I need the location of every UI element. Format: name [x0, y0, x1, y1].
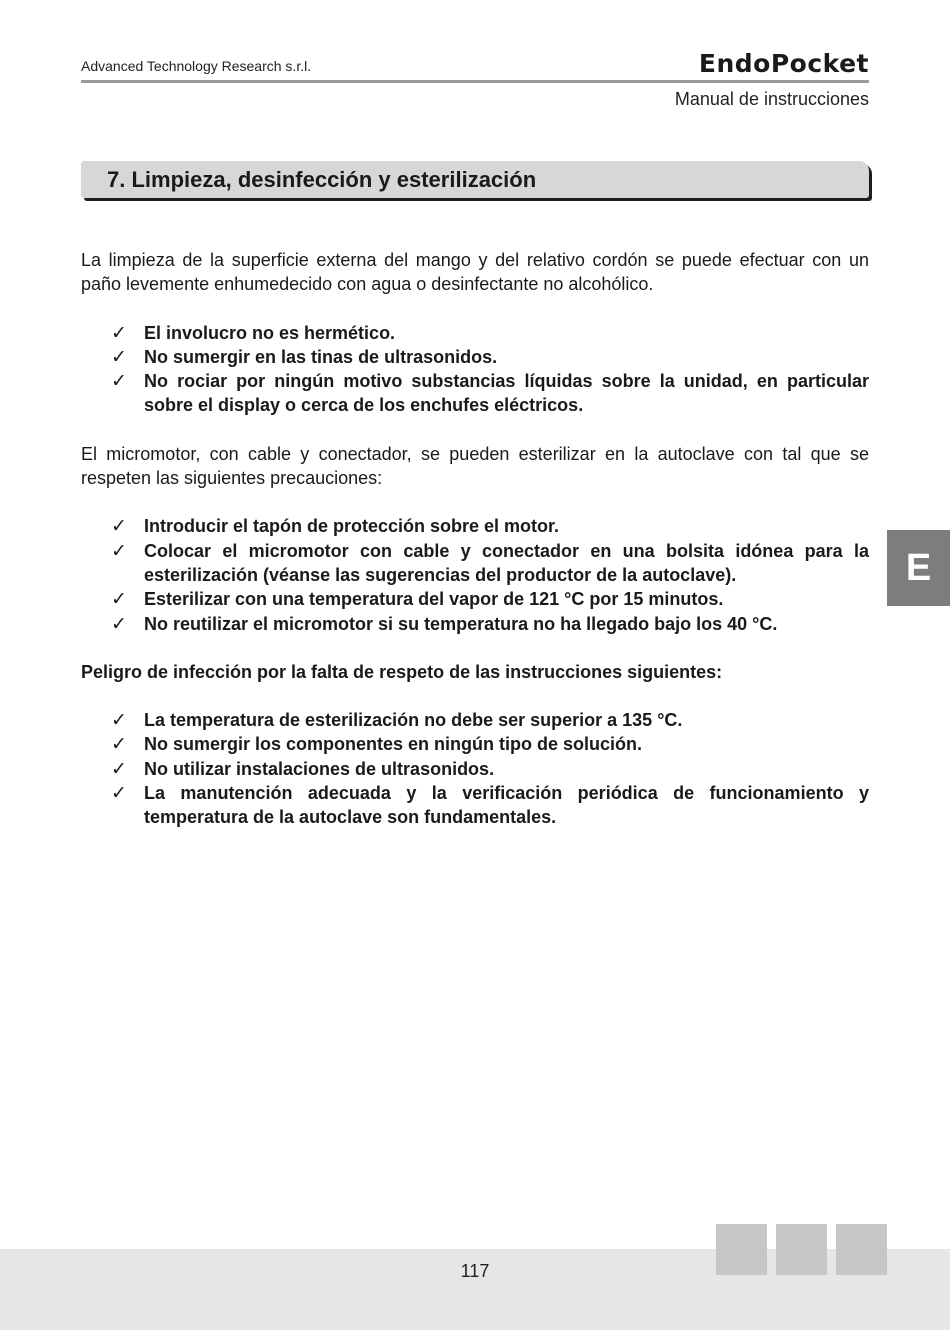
precautions-list: [81, 321, 869, 418]
list-item: ✓ No rociar por ningún motivo substancias líquidas sobre la unidad, en particular sobre el display o cerca de los enchufes eléctricos.: [111, 370, 869, 416]
page-number: 117: [460, 1261, 490, 1281]
check-icon: ✓: [111, 612, 127, 635]
list-item: ✓ No sumergir los componentes en ningún tipo de solución.: [111, 733, 643, 756]
check-icon: ✓: [111, 321, 127, 344]
check-icon: ✓: [111, 539, 127, 562]
brand-logo: EndoPocket: [698, 49, 869, 78]
sterilization-list: [81, 514, 869, 635]
list-item: ✓ Colocar el micromotor con cable y conectador en una bolsita idónea para la esterilización (véanse las sugerencias del productor de la autoclave).: [111, 539, 869, 585]
check-icon: ✓: [111, 370, 127, 393]
company-name: Advanced Technology Research s.r.l.: [81, 58, 312, 74]
check-icon: ✓: [111, 588, 127, 611]
intro-paragraph: La limpieza de la superficie externa del mango y del relativo cordón se puede efectuar con un paño levemente enhumedecido con agua o desinfectante no alcohólico.: [81, 250, 869, 295]
list-item: ✓ Introducir el tapón de protección sobre el motor.: [111, 515, 560, 538]
section-title: 7. Limpieza, desinfección y esterilización: [107, 167, 537, 192]
warning-paragraph: Peligro de infección por la falta de respeto de las instrucciones siguientes:: [81, 661, 723, 682]
infection-warnings-list: [81, 708, 869, 829]
header-rule: [81, 80, 869, 83]
list-item: ✓ No utilizar instalaciones de ultrasonidos.: [111, 757, 495, 780]
language-tab: E: [887, 530, 950, 606]
check-icon: ✓: [111, 345, 127, 368]
autoclave-paragraph: El micromotor, con cable y conectador, se pueden esterilizar en la autoclave con tal que se respeten las siguientes precauciones:: [81, 443, 869, 489]
list-item: ✓ La manutención adecuada y la verificación periódica de funcionamiento y temperatura de la autoclave son fundamentales.: [111, 782, 869, 828]
check-icon: ✓: [111, 757, 127, 780]
list-item: ✓ El involucro no es hermético.: [111, 321, 396, 344]
check-icon: ✓: [111, 782, 127, 805]
check-icon: ✓: [111, 515, 127, 538]
list-item: ✓ Esterilizar con una temperatura del vapor de 121 °C por 15 minutos.: [111, 588, 724, 611]
section-header: [81, 161, 869, 198]
list-item: ✓ No sumergir en las tinas de ultrasonidos.: [111, 345, 498, 368]
list-item: ✓ La temperatura de esterilización no debe ser superior a 135 °C.: [111, 709, 683, 732]
check-icon: ✓: [111, 733, 127, 756]
manual-title: Manual de instrucciones: [674, 89, 869, 109]
list-item: ✓ No reutilizar el micromotor si su temperatura no ha llegado bajo los 40 °C.: [111, 612, 778, 635]
check-icon: ✓: [111, 709, 127, 732]
page-content: [81, 248, 869, 854]
